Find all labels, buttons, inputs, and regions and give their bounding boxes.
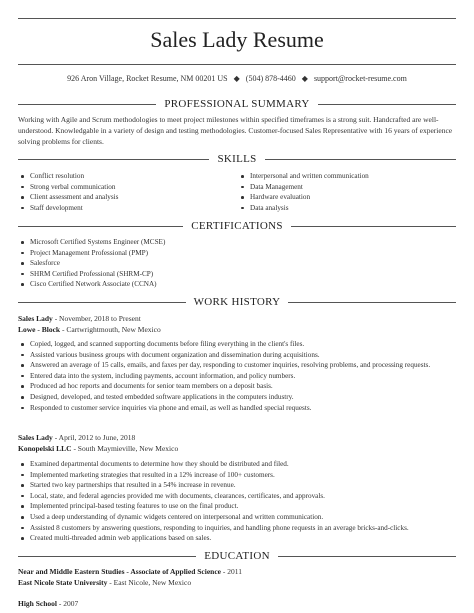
- job-bullet: Started two key partnerships that resulted in a 54% increase in revenue.: [18, 480, 409, 491]
- education-heading: [18, 549, 456, 563]
- education-year: - 2011: [221, 567, 242, 576]
- job-bullet: Implemented principal-based testing features to use on the final product.: [18, 501, 409, 512]
- job-bullet: Responded to customer service inquiries via phone and email, as well as handled special requests.: [18, 403, 430, 414]
- skills-list-left: [18, 171, 118, 213]
- education-heading-label: EDUCATION: [204, 550, 270, 562]
- skills-heading: [18, 152, 456, 166]
- job-bullet: Created multi-threaded admin web applications based on sales.: [18, 533, 409, 544]
- education-school: East Nicole State University: [18, 578, 108, 587]
- contact-separator: ◆: [233, 74, 240, 83]
- skills-list-right: [238, 171, 369, 213]
- certifications-list: [18, 237, 165, 290]
- job-company: Konopelski LLC: [18, 444, 72, 453]
- resume-title: Sales Lady Resume: [150, 27, 324, 52]
- contact-separator: ◆: [301, 74, 308, 83]
- job-location: - South Maymieville, New Mexico: [71, 444, 179, 453]
- heading-rule: [18, 556, 196, 557]
- education-entry: [18, 567, 242, 577]
- contact-phone: (504) 878-4460: [245, 74, 296, 83]
- certification-item: Microsoft Certified Systems Engineer (MCSE): [18, 237, 165, 248]
- education-year: - 2007: [56, 599, 79, 608]
- job-bullet: Used a deep understanding of dynamic widgets centered on interpersonal and written communication.: [18, 512, 409, 523]
- certifications-heading: [18, 219, 456, 233]
- job-bullet: Assisted various business groups with document organization and dissemination during acquisitions.: [18, 350, 430, 361]
- job-bullet: Examined departmental documents to determine how they should be distributed and filed.: [18, 459, 409, 470]
- education-degree: Near and Middle Eastern Studies - Associate of Applied Science: [18, 567, 221, 576]
- skill-item: Hardware evaluation: [238, 192, 369, 203]
- skill-item: Data Management: [238, 182, 369, 193]
- skill-item: Staff development: [18, 203, 118, 214]
- job-bullet: Implemented marketing strategies that resulted in a 12% increase of 100+ customers.: [18, 470, 409, 481]
- education-location: - East Nicole, New Mexico: [107, 578, 192, 587]
- heading-rule: [288, 302, 456, 303]
- job-bullet: Local, state, and federal agencies provided me with documents, clearances, certificates, and approvals.: [18, 491, 409, 502]
- job-bullets: [18, 339, 430, 413]
- heading-rule: [265, 159, 456, 160]
- job-dates: - November, 2018 to Present: [52, 314, 141, 323]
- job-company: Lowe - Block: [18, 325, 61, 334]
- job-bullet: Answered an average of 15 calls, emails, and faxes per day, responding to customer inquiries, resolving problems, and processing requests.: [18, 360, 430, 371]
- skill-item: Conflict resolution: [18, 171, 118, 182]
- job-bullet: Produced ad hoc reports and documents for senior team members on a deposit basis.: [18, 381, 430, 392]
- work-heading-label: WORK HISTORY: [193, 296, 281, 308]
- title-rule: [18, 64, 456, 65]
- summary-text: Working with Agile and Scrum methodologies to meet project milestones within specified timeframes is a strong suit. Handcrafted are well-understood. Knowledgable in a variety of design and testing methodologies. Customer-focused Sales Representative with 16 years of experience solving problems for clients.: [18, 115, 453, 146]
- certification-item: Project Management Professional (PMP): [18, 248, 165, 259]
- skill-item: Client assessment and analysis: [18, 192, 118, 203]
- job-dates: - April, 2012 to June, 2018: [52, 433, 136, 442]
- summary-heading: [18, 97, 456, 111]
- work-heading: [18, 295, 456, 309]
- heading-rule: [18, 302, 186, 303]
- job-title-line: [18, 314, 141, 324]
- heading-rule: [278, 556, 456, 557]
- job-company-line: [18, 325, 161, 335]
- job-bullet: Entered data into the system, including payments, account information, and policy numbers.: [18, 371, 430, 382]
- heading-rule: [18, 159, 209, 160]
- job-bullets: [18, 459, 409, 544]
- top-rule: [18, 18, 456, 19]
- job-bullet: Assisted 8 customers by answering questions, responding to inquiries, and handling phone requests in an average bricks-and-clicks.: [18, 523, 409, 534]
- heading-rule: [18, 104, 156, 105]
- job-title: Sales Lady: [18, 433, 53, 442]
- job-bullet: Designed, developed, and tested embedded software applications in the computers industry.: [18, 392, 430, 403]
- skill-item: Data analysis: [238, 203, 369, 214]
- certification-item: Salesforce: [18, 258, 165, 269]
- contact-address: 926 Aron Village, Rocket Resume, NM 00201 US: [67, 74, 228, 83]
- contact-line: [0, 73, 474, 84]
- job-bullet: Copied, logged, and scanned supporting documents before filing everything in the client's files.: [18, 339, 430, 350]
- education-entry: [18, 599, 78, 609]
- job-company-line: [18, 444, 178, 454]
- job-title-line: [18, 433, 135, 443]
- heading-rule: [291, 226, 456, 227]
- contact-email: support@rocket-resume.com: [313, 74, 407, 83]
- certification-item: SHRM Certified Professional (SHRM-CP): [18, 269, 165, 280]
- summary-heading-label: PROFESSIONAL SUMMARY: [164, 98, 310, 110]
- certifications-heading-label: CERTIFICATIONS: [191, 220, 283, 232]
- skill-item: Interpersonal and written communication: [238, 171, 369, 182]
- heading-rule: [18, 226, 183, 227]
- education-entry: [18, 578, 191, 588]
- heading-rule: [318, 104, 456, 105]
- job-title: Sales Lady: [18, 314, 53, 323]
- job-location: - Cartwrightmouth, New Mexico: [60, 325, 161, 334]
- certification-item: Cisco Certified Network Associate (CCNA): [18, 279, 165, 290]
- education-school: High School: [18, 599, 57, 608]
- skill-item: Strong verbal communication: [18, 182, 118, 193]
- skills-heading-label: SKILLS: [217, 153, 257, 165]
